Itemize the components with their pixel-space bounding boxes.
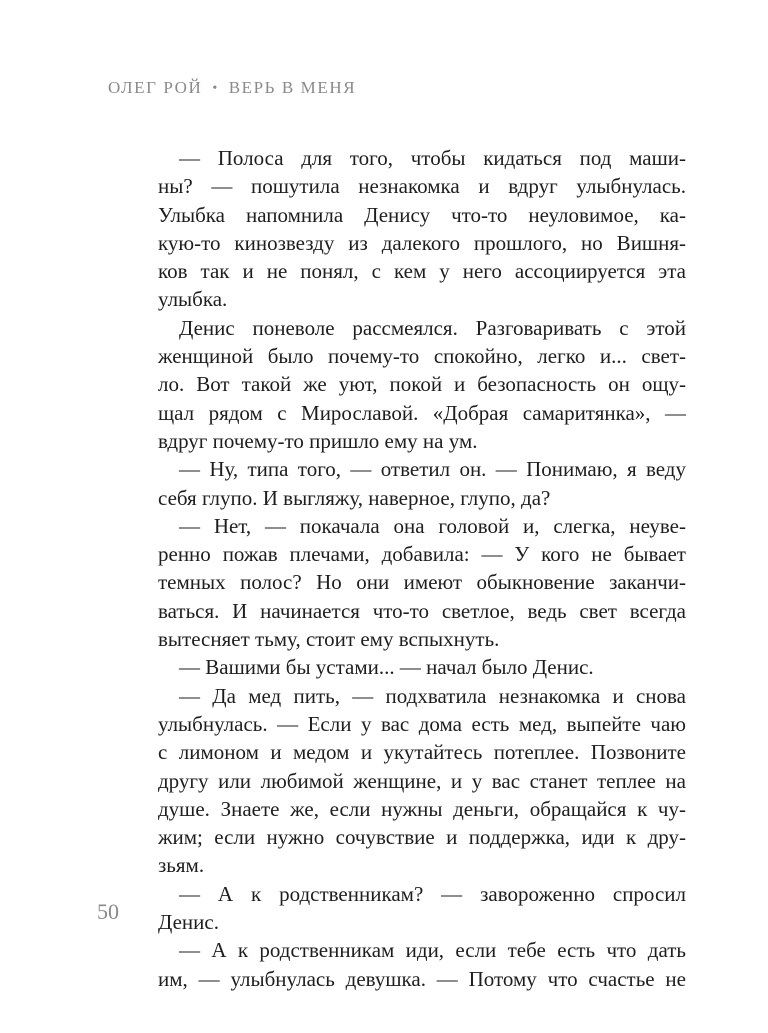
running-head-author: ОЛЕГ РОЙ (108, 78, 203, 97)
text-line: другу или любимой женщине, и у вас станет теплее на (158, 768, 686, 793)
text-line: — А к родственникам? — завороженно спросил (179, 881, 686, 906)
body-text (158, 144, 686, 993)
text-line: — Да мед пить, — подхватила незнакомка и снова (179, 683, 686, 708)
text-line: вытесняет тьму, стоит ему вспыхнуть. (158, 627, 500, 652)
text-line: зьям. (158, 853, 205, 878)
running-head (108, 78, 356, 98)
running-head-bullet: • (212, 81, 219, 96)
text-line: улыбнулась. — Если у вас дома есть мед, выпейте чаю (158, 711, 686, 736)
text-line: с лимоном и медом и укутайтесь потеплее. Позвоните (158, 740, 686, 765)
text-line: ны? — пошутила незнакомка и вдруг улыбнулась. (158, 174, 686, 199)
text-line: ло. Вот такой же уют, покой и безопасность он ощу- (158, 372, 686, 397)
text-line: ренно пожав плечами, добавила: — У кого не бывает (158, 542, 686, 567)
text-line: Улыбка напомнила Денису что-то неуловимое, ка- (158, 202, 686, 227)
running-head-title: ВЕРЬ В МЕНЯ (228, 78, 357, 97)
text-line: ваться. И начинается что-то светлое, ведь свет всегда (158, 598, 686, 623)
text-line: Денис. (158, 910, 219, 935)
text-line: кую-то кинозвезду из далекого прошлого, но Вишня- (158, 230, 686, 255)
text-line: улыбка. (158, 287, 228, 312)
page-number: 50 (97, 899, 119, 924)
text-line: — Ну, типа того, — ответил он. — Понимаю, я веду (179, 457, 686, 482)
text-line: вдруг почему-то пришло ему на ум. (158, 428, 478, 453)
text-line: Денис поневоле рассмеялся. Разговаривать с этой (179, 315, 686, 340)
text-line: щал рядом с Мирославой. «Добрая самаритянка», — (158, 400, 686, 425)
text-line: — Нет, — покачала она головой и, слегка, неуве- (179, 513, 686, 538)
text-line: себя глупо. И выгляжу, наверное, глупо, да? (158, 485, 551, 510)
text-line: — А к родственникам иди, если тебе есть что дать (179, 938, 686, 963)
text-line: женщиной было почему-то спокойно, легко и... свет- (158, 344, 686, 369)
text-line: темных полос? Но они имеют обыкновение заканчи- (158, 570, 686, 595)
text-line: ков так и не понял, с кем у него ассоциируется эта (158, 259, 686, 284)
text-line: им, — улыбнулась девушка. — Потому что счастье не (158, 966, 686, 991)
text-line: душе. Знаете же, если нужны деньги, обращайся к чу- (158, 796, 686, 821)
text-line: — Вашими бы устами... — начал было Денис. (179, 655, 594, 680)
text-line: жим; если нужно сочувствие и поддержка, иди к дру- (158, 825, 686, 850)
text-line: — Полоса для того, чтобы кидаться под маши- (179, 146, 686, 170)
